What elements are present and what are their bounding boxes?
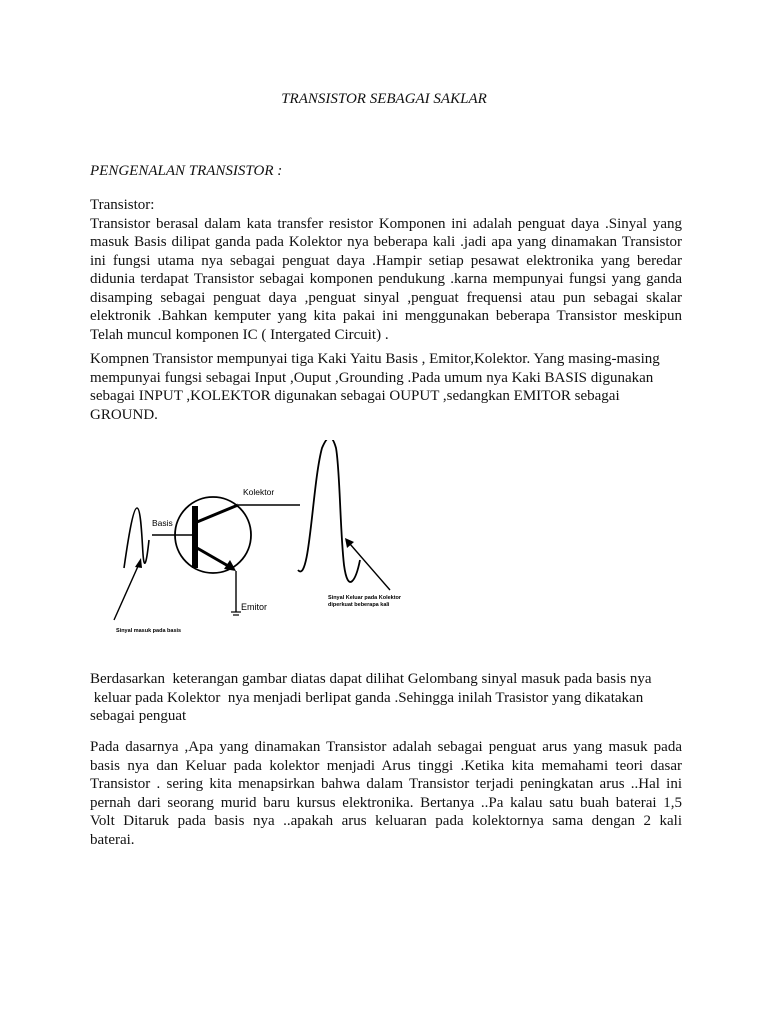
text-line: Telah muncul komponen IC ( Intergated Circuit) . [90, 326, 389, 343]
output-arrow-shaft [350, 544, 390, 590]
text-line: baterai. [90, 831, 135, 848]
text-line: disamping sebagai penguat daya ,penguat sinyal ,penguat frequensi atau pun sebagai skalar [90, 289, 682, 306]
text-line: Berdasarkan keterangan gambar diatas dapat dilihat Gelombang sinyal masuk pada basis nya [90, 671, 652, 687]
text-line: Volt Ditaruk pada basis nya ..apakah arus keluaran pada kolektornya sama dengan 2 kali [90, 813, 682, 829]
text-line: Transistor . sering kita menapsirkan bahwa dalam Transistor terjadi peningkatan arus ..Hal ini [90, 776, 682, 792]
text-line: masuk Basis dilipat ganda pada Kolektor nya beberapa kali .jadi apa yang dinamakan Transistor [90, 234, 682, 250]
paragraph-pada-dasarnya [90, 738, 682, 849]
label-basis: Basis [152, 518, 173, 528]
section-heading: PENGENALAN TRANSISTOR : [90, 163, 283, 179]
emitter-line [197, 548, 230, 567]
text-line: Kompnen Transistor mempunyai tiga Kaki Yaitu Basis , Emitor,Kolektor. Yang masing-masing [90, 351, 660, 367]
paragraph-transistor [90, 196, 682, 344]
caption-output-2: diperkuat beberapa kali [328, 602, 390, 608]
label-emitor: Emitor [241, 602, 268, 612]
text-line: GROUND. [90, 406, 158, 423]
page-title: TRANSISTOR SEBAGAI SAKLAR [281, 91, 487, 107]
text-line: sebagai INPUT ,KOLEKTOR digunakan sebagai OUPUT ,sedangkan EMITOR sebagai [90, 388, 620, 404]
input-signal-wave [124, 508, 149, 568]
paragraph-kaki [90, 350, 682, 424]
input-arrow-head [135, 558, 142, 568]
caption-output-1: Sinyal Keluar pada Kolektor [328, 595, 402, 601]
text-line: Transistor berasal dalam kata transfer resistor Komponen ini adalah penguat daya .Sinyal yang [90, 215, 682, 232]
base-bar [192, 506, 198, 568]
text-line: Pada dasarnya ,Apa yang dinamakan Transistor adalah sebagai penguat arus yang masuk pada [90, 739, 682, 755]
input-arrow-shaft [114, 564, 139, 620]
text-line: keluar pada Kolektor nya menjadi berlipat ganda .Sehingga inilah Trasistor yang dikatakan [90, 689, 644, 706]
caption-input: Sinyal masuk pada basis [116, 628, 182, 634]
text-line: didunia terdapat Transistor sebagai komponen pendukung .karna mempunyai fungsi yang ganda [90, 271, 682, 287]
output-signal-wave [298, 440, 360, 582]
text-line: pernah dari seorang murid baru kursus elektronika. Bertanya ..Pa kalau satu buah baterai 1,5 [90, 794, 682, 811]
paragraph-berdasarkan [90, 670, 682, 726]
text-line: basis nya dan Keluar pada kolektor menjadi Arus tinggi .Ketika kita memahami teori dasar [90, 757, 682, 774]
transistor-diagram [100, 440, 430, 640]
label-kolektor: Kolektor [243, 487, 275, 497]
collector-line [197, 505, 238, 522]
text-line: elektronik .Bahkan kemputer yang kita pakai ini menggunakan beberapa Transistor meskipun [90, 308, 682, 324]
paragraph-label: Transistor: [90, 197, 155, 213]
text-line: sebagai penguat [90, 708, 187, 724]
text-line: mempunyai fungsi sebagai Input ,Ouput ,Grounding .Pada umum nya Kaki BASIS digunakan [90, 369, 654, 386]
text-line: ini fungsi utama nya sebagai penguat daya .Hampir setiap pesawat elektronika yang beredar [90, 252, 682, 269]
